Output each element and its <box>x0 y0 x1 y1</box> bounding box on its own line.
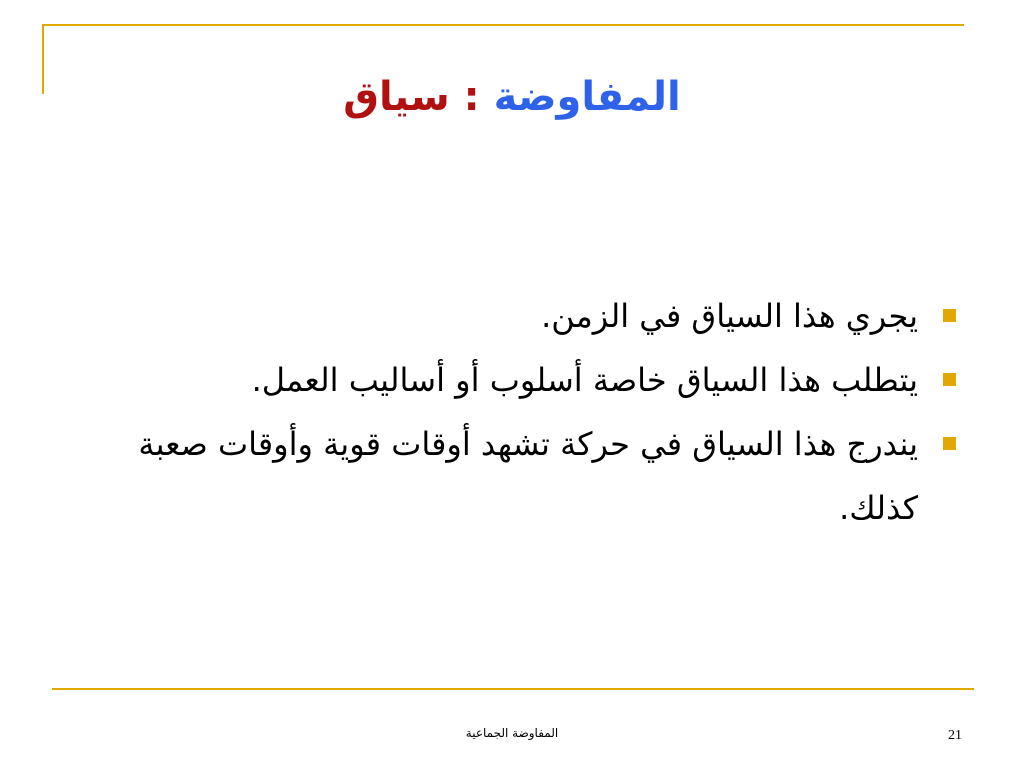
bullet-text: يتطلب هذا السياق خاصة أسلوب أو أساليب العمل. <box>251 361 918 399</box>
bullet-text: يندرج هذا السياق في حركة تشهد أوقات قوية وأوقات صعبة كذلك. <box>138 425 918 527</box>
bullet-item <box>60 412 956 540</box>
title-part-1: المفاوضة <box>493 74 681 120</box>
bullet-list <box>60 284 956 540</box>
title-separator: : <box>463 74 480 120</box>
square-bullet-icon <box>943 309 956 322</box>
page-number: 21 <box>948 728 962 743</box>
slide-title <box>60 62 964 132</box>
bullet-text: يجري هذا السياق في الزمن. <box>541 297 918 335</box>
square-bullet-icon <box>943 373 956 386</box>
bullet-item <box>60 284 956 348</box>
bullet-item <box>60 348 956 412</box>
left-frame-line <box>42 24 44 94</box>
footer-title: المفاوضة الجماعية <box>465 726 559 740</box>
title-part-2: سياق <box>343 74 450 120</box>
square-bullet-icon <box>943 437 956 450</box>
top-frame-line <box>42 24 964 26</box>
footer-divider <box>52 688 974 690</box>
